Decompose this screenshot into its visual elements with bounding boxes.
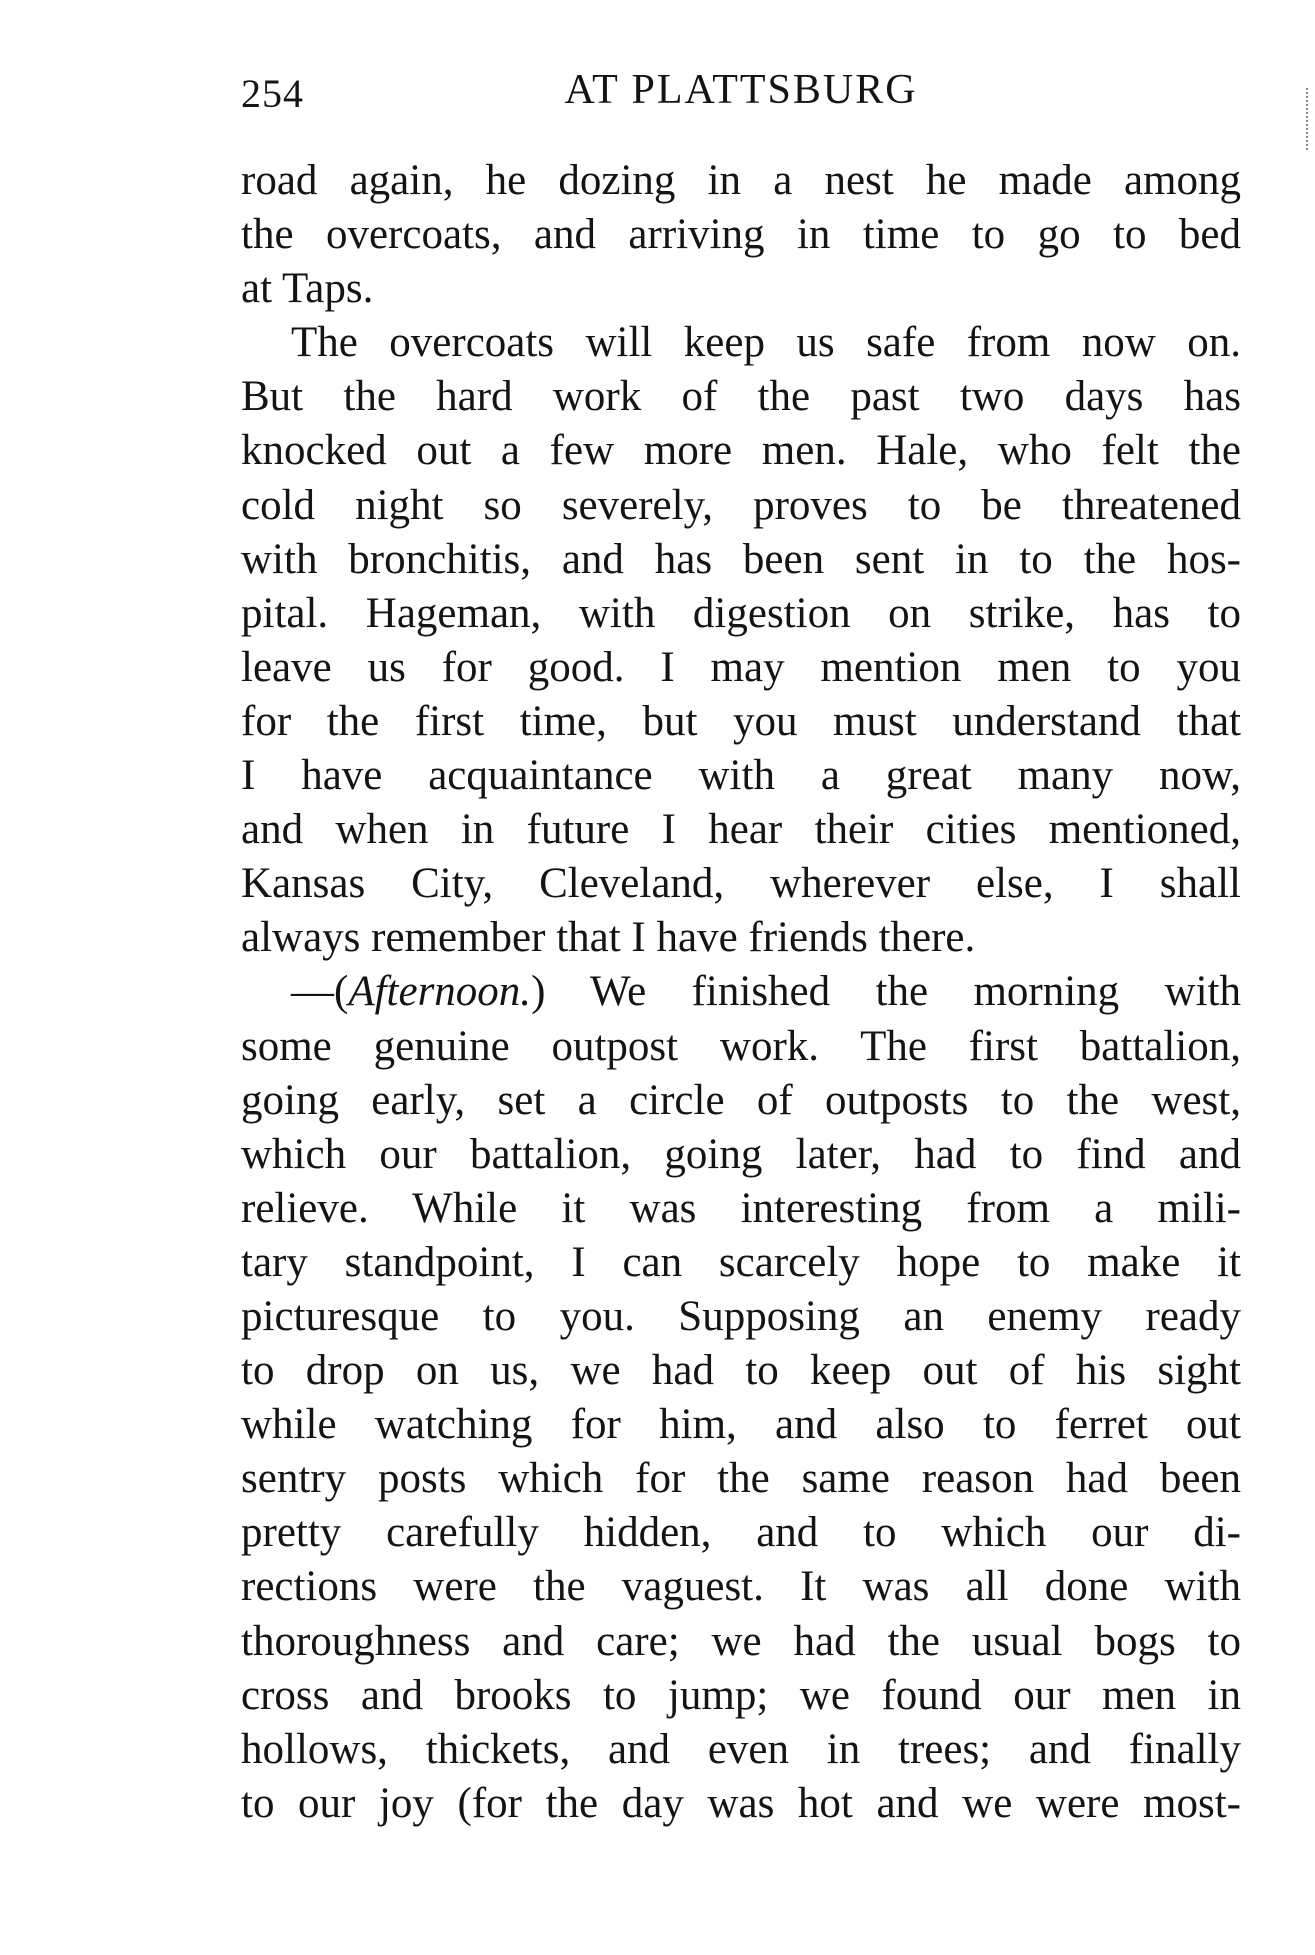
text-line: which our battalion, going later, had to find and (241, 1130, 1241, 1178)
text-line: knocked out a few more men. Hale, who felt the (241, 427, 1241, 475)
page-header (241, 60, 1241, 120)
dash-paren: —( (291, 968, 349, 1016)
text-line: relieve. While it was interesting from a mili- (241, 1184, 1241, 1232)
running-title: AT PLATTSBURG (564, 67, 918, 113)
text-line: sentry posts which for the same reason had been (241, 1455, 1241, 1503)
line-rest: ) We finished the morning with (531, 968, 1241, 1016)
text-line: Kansas City, Cleveland, wherever else, I shall (241, 860, 1241, 908)
text-line: thoroughness and care; we had the usual bogs to (241, 1617, 1241, 1665)
text-line: for the first time, but you must understand that (241, 697, 1241, 745)
text-line: rections were the vaguest. It was all done with (241, 1563, 1241, 1611)
text-line: tary standpoint, I can scarcely hope to make it (241, 1238, 1241, 1286)
text-line: road again, he dozing in a nest he made among (241, 157, 1241, 204)
text-line: I have acquaintance with a great many now, (241, 752, 1241, 800)
text-line: going early, set a circle of outposts to the west, (241, 1076, 1241, 1124)
text-line: to drop on us, we had to keep out of his sight (241, 1347, 1241, 1395)
gutter-mark (1306, 88, 1311, 150)
text-line: cold night so severely, proves to be threatened (241, 481, 1241, 529)
text-line: at Taps. (241, 265, 374, 313)
italic-afternoon: Afternoon. (348, 968, 532, 1016)
text-line: some genuine outpost work. The first battalion, (241, 1022, 1241, 1070)
text-line: picturesque to you. Supposing an enemy ready (241, 1292, 1241, 1340)
page-number: 254 (241, 71, 304, 116)
text-line: with bronchitis, and has been sent in to the hos- (241, 535, 1241, 583)
text-line: pretty carefully hidden, and to which our di- (241, 1509, 1241, 1557)
text-line: always remember that I have friends there. (241, 914, 976, 962)
text-line (241, 965, 1241, 1019)
text-line: and when in future I hear their cities mentioned, (241, 806, 1241, 854)
text-line: hollows, thickets, and even in trees; and finally (241, 1725, 1241, 1773)
text-line: to our joy (for the day was hot and we were most- (241, 1779, 1241, 1827)
text-line: cross and brooks to jump; we found our men in (241, 1671, 1241, 1719)
text-line: But the hard work of the past two days has (241, 373, 1241, 421)
text-line: pital. Hageman, with digestion on strike, has to (241, 589, 1241, 637)
body-text (241, 154, 1241, 1831)
text-line: while watching for him, and also to ferret out (241, 1401, 1241, 1449)
text-line: the overcoats, and arriving in time to go to bed (241, 211, 1241, 259)
text-line: leave us for good. I may mention men to you (241, 643, 1241, 691)
text-line: The overcoats will keep us safe from now on. (291, 319, 1241, 367)
